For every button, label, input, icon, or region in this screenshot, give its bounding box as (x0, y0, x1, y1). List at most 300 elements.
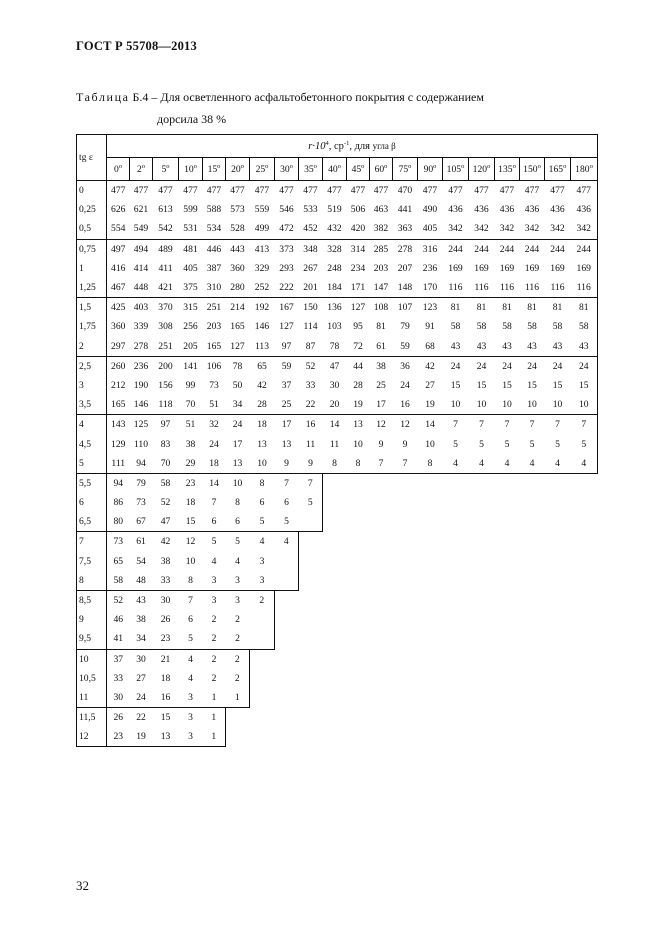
table-cell: 5 (275, 512, 299, 532)
table-cell: 30 (160, 595, 171, 607)
table-cell: 3 (179, 688, 203, 708)
tg-value: 5,5 (77, 473, 107, 493)
table-row (77, 532, 598, 552)
table-cell: 463 (373, 204, 389, 216)
table-cell: 113 (250, 337, 275, 357)
table-cell: 116 (495, 278, 520, 298)
table-cell: 42 (257, 379, 267, 391)
tg-value: 9 (77, 610, 107, 629)
table-cell: 5 (479, 438, 484, 450)
table-row (77, 473, 598, 493)
table-cell: 297 (107, 337, 130, 357)
table-cell: 170 (418, 278, 443, 298)
table-cell: 111 (107, 454, 130, 474)
table-cell: 136 (327, 302, 342, 314)
degree-mark: o (563, 162, 567, 170)
caption-text: – Для осветленного асфальтобетонного покрытия с содержанием (148, 90, 484, 104)
table-cell: 72 (347, 337, 370, 357)
table-cell: 18 (160, 672, 171, 684)
table-cell: 169 (524, 262, 540, 274)
tg-value: 0,5 (77, 219, 107, 239)
table-cell: 46 (113, 614, 124, 626)
angle-header (495, 158, 520, 181)
table-cell: 25 (275, 395, 299, 415)
table-cell: 7 (284, 477, 289, 489)
table-cell: 3 (259, 555, 265, 567)
table-cell: 167 (279, 302, 294, 314)
degree-mark: o (461, 162, 465, 170)
table-cell: 32 (209, 419, 219, 431)
table-cell: 421 (153, 278, 179, 298)
degree-mark: o (141, 162, 146, 170)
table-cell: 78 (323, 337, 347, 357)
table-cell: 559 (254, 204, 270, 216)
tg-value: 1,75 (77, 317, 107, 336)
table-caption-line2: дорсила 38 % (157, 112, 227, 126)
table-cell: 293 (279, 262, 294, 274)
table-cell: 169 (550, 262, 565, 274)
angle-value: 105 (446, 163, 462, 175)
tg-value: 8,5 (77, 590, 107, 610)
table-cell: 38 (160, 555, 171, 567)
angle-header (347, 158, 370, 181)
table-title (107, 135, 598, 158)
table-cell: 7 (370, 454, 393, 474)
table-cell: 9 (402, 438, 408, 450)
table-cell: 86 (113, 497, 124, 509)
table-row (77, 219, 598, 239)
table-cell: 38 (185, 438, 196, 450)
table-cell: 8 (323, 454, 347, 474)
tg-value: 10 (77, 649, 107, 669)
table-cell: 16 (393, 395, 418, 415)
table-cell: 5 (571, 434, 598, 453)
table-row (77, 493, 598, 512)
table-cell: 6 (259, 497, 265, 509)
table-cell: 143 (111, 419, 126, 431)
table-cell: 599 (183, 204, 198, 216)
table-cell: 30 (107, 688, 130, 708)
table-cell: 490 (422, 204, 438, 216)
table-cell: 436 (550, 204, 565, 216)
angle-value: 2 (136, 163, 142, 175)
angle-value: 60 (374, 163, 385, 175)
table-cell: 2 (226, 669, 250, 688)
table-cell: 405 (418, 219, 443, 239)
table-cell: 65 (113, 555, 124, 567)
table-cell: 24 (552, 360, 563, 372)
table-cell: 7 (211, 497, 217, 509)
table-cell: 43 (520, 337, 545, 357)
table-cell: 97 (275, 337, 299, 357)
table-cell: 65 (257, 360, 267, 372)
title-small: угла β (372, 140, 396, 151)
table-cell: 15 (179, 512, 203, 532)
table-cell: 24 (232, 419, 243, 431)
table-cell: 24 (130, 688, 153, 708)
table-cell: 14 (425, 419, 435, 431)
table-cell: 7 (479, 419, 484, 431)
table-cell: 506 (350, 204, 366, 216)
degree-mark: o (289, 162, 293, 170)
table-cell: 107 (397, 302, 413, 314)
table-cell: 12 (185, 536, 196, 548)
table-cell: 588 (206, 204, 222, 216)
table-cell: 328 (327, 243, 342, 255)
table-cell: 549 (130, 219, 153, 239)
table-cell: 1 (203, 727, 226, 747)
table-cell: 27 (425, 379, 435, 391)
table-cell: 477 (524, 185, 540, 197)
table-cell: 61 (136, 536, 146, 548)
table-cell: 169 (448, 262, 463, 274)
table-cell: 3 (179, 727, 203, 747)
table-cell: 6 (203, 512, 226, 532)
table-cell: 436 (474, 204, 489, 216)
table-cell: 42 (425, 360, 435, 372)
table-cell: 43 (469, 337, 495, 357)
tg-value: 4 (77, 415, 107, 435)
table-cell: 360 (230, 262, 245, 274)
angle-header (299, 158, 323, 181)
table-cell: 244 (550, 243, 565, 255)
angle-value: 40 (328, 163, 338, 175)
table-cell: 50 (232, 379, 243, 391)
table-cell: 477 (279, 185, 294, 197)
table-cell: 2 (211, 614, 217, 626)
table-cell: 13 (353, 419, 363, 431)
table-cell: 73 (136, 497, 146, 509)
table-cell: 375 (179, 278, 203, 298)
table-cell: 7 (453, 419, 458, 431)
table-cell: 234 (350, 262, 366, 274)
table-cell: 114 (303, 321, 318, 333)
table-cell: 47 (153, 512, 179, 532)
table-row (77, 629, 598, 649)
table-cell: 252 (250, 278, 275, 298)
tg-value: 1 (77, 259, 107, 278)
table-cell: 14 (209, 477, 219, 489)
table-row (77, 552, 598, 571)
table-cell: 411 (158, 262, 173, 274)
table-cell: 5 (235, 536, 240, 548)
table-cell: 436 (499, 204, 515, 216)
table-cell: 8 (418, 454, 443, 474)
table-cell: 5 (529, 438, 535, 450)
table-cell: 33 (153, 571, 179, 591)
angle-value: 135 (498, 163, 513, 175)
table-cell: 16 (153, 688, 179, 708)
table-cell: 494 (133, 243, 149, 255)
angle-value: 15 (207, 163, 218, 175)
table-cell: 626 (111, 204, 126, 216)
table-cell: 7 (299, 473, 323, 493)
degree-mark: o (384, 162, 388, 170)
degree-mark: o (408, 162, 412, 170)
angle-value: 5 (161, 163, 167, 175)
table-cell: 37 (281, 379, 292, 391)
table-cell: 10 (250, 454, 275, 474)
angle-header (443, 158, 469, 181)
table-cell: 94 (113, 477, 124, 489)
table-cell: 382 (370, 219, 393, 239)
table-cell: 81 (527, 302, 537, 314)
table-cell: 477 (422, 185, 438, 197)
degree-mark: o (433, 162, 437, 170)
title-end: , для (349, 140, 373, 152)
angle-value: 75 (398, 163, 409, 175)
table-cell: 6 (284, 497, 289, 509)
table-cell: 12 (400, 419, 410, 431)
table-cell: 52 (305, 360, 316, 372)
degree-mark: o (166, 162, 170, 170)
table-cell: 4 (188, 653, 193, 665)
table-cell: 441 (397, 204, 413, 216)
table-cell: 30 (136, 653, 146, 665)
table-cell: 436 (571, 200, 598, 219)
table-cell: 116 (520, 278, 545, 298)
table-cell: 58 (107, 571, 130, 591)
table-cell: 67 (130, 512, 153, 532)
table-cell: 16 (305, 419, 316, 431)
table-cell: 5 (555, 438, 560, 450)
angle-value: 35 (304, 163, 314, 175)
table-cell: 15 (552, 379, 563, 391)
table-cell: 9 (299, 454, 323, 474)
table-cell: 73 (209, 379, 219, 391)
tg-value: 2,5 (77, 356, 107, 376)
table-cell: 79 (136, 477, 146, 489)
tg-value: 11,5 (77, 708, 107, 728)
table-cell: 80 (107, 512, 130, 532)
angle-header (275, 158, 299, 181)
table-cell: 10 (545, 395, 571, 415)
table-cell: 546 (279, 204, 294, 216)
table-cell: 18 (203, 454, 226, 474)
table-cell: 15 (502, 379, 512, 391)
table-cell: 519 (327, 204, 342, 216)
angle-header (226, 158, 250, 181)
table-cell: 342 (571, 219, 598, 239)
table-cell: 37 (113, 653, 124, 665)
table-cell: 20 (323, 395, 347, 415)
table-cell: 108 (373, 302, 389, 314)
table-cell: 214 (230, 302, 245, 314)
table-row (77, 298, 598, 318)
table-cell: 95 (353, 321, 363, 333)
table-cell: 12 (376, 419, 386, 431)
table-cell: 477 (133, 185, 149, 197)
table-cell: 5 (504, 438, 510, 450)
table-cell: 19 (418, 395, 443, 415)
table-cell: 78 (232, 360, 243, 372)
angle-header (203, 158, 226, 181)
table-cell: 477 (111, 185, 126, 197)
table-cell: 4 (520, 454, 545, 474)
table-cell: 83 (160, 438, 171, 450)
table-cell: 7 (571, 415, 598, 435)
table-cell: 497 (111, 243, 126, 255)
degree-mark: o (193, 162, 197, 170)
table-cell: 150 (303, 302, 318, 314)
table-cell: 534 (203, 219, 226, 239)
table-cell: 489 (158, 243, 173, 255)
degree-mark: o (487, 162, 491, 170)
table-cell: 43 (443, 337, 469, 357)
table-cell: 528 (226, 219, 250, 239)
table-cell: 339 (133, 321, 149, 333)
angle-value: 45 (351, 163, 362, 175)
degree-mark: o (118, 162, 123, 170)
table-cell: 5 (299, 493, 323, 512)
angle-header (393, 158, 418, 181)
table-cell: 190 (133, 379, 149, 391)
table-cell: 477 (474, 185, 489, 197)
table-cell: 169 (499, 262, 515, 274)
table-cell: 2 (211, 653, 217, 665)
table-cell: 127 (350, 302, 366, 314)
table-row (77, 727, 598, 747)
table-cell: 25 (376, 379, 386, 391)
table-cell: 10 (495, 395, 520, 415)
table-cell: 106 (206, 360, 222, 372)
table-cell: 11 (329, 438, 340, 450)
table-cell: 184 (323, 278, 347, 298)
table-cell: 4 (211, 555, 217, 567)
table-cell: 125 (133, 419, 149, 431)
table-cell: 448 (130, 278, 153, 298)
table-cell: 81 (450, 302, 461, 314)
table-cell: 236 (422, 262, 438, 274)
table-cell: 79 (400, 321, 410, 333)
table-cell: 310 (203, 278, 226, 298)
table-cell: 316 (422, 243, 438, 255)
table-cell: 363 (393, 219, 418, 239)
table-cell: 470 (397, 185, 413, 197)
table-cell: 48 (130, 571, 153, 591)
table-cell: 5 (211, 536, 217, 548)
table-cell: 192 (254, 302, 270, 314)
table-cell: 165 (230, 321, 245, 333)
title-mid: , ср (328, 140, 344, 152)
table-cell: 4 (469, 454, 495, 474)
table-cell: 123 (422, 302, 438, 314)
table-cell: 414 (133, 262, 149, 274)
table-cell: 15 (571, 376, 598, 395)
table-cell: 15 (450, 379, 461, 391)
table-cell: 452 (299, 219, 323, 239)
table-cell: 4 (235, 555, 240, 567)
table-cell: 116 (443, 278, 469, 298)
table-cell: 4 (275, 532, 299, 552)
table-cell: 8 (235, 497, 240, 509)
table-cell: 103 (327, 321, 342, 333)
angle-value: 180 (575, 163, 590, 175)
table-cell: 4 (545, 454, 571, 474)
table-cell: 14 (329, 419, 340, 431)
table-cell: 8 (347, 454, 370, 474)
angle-value: 165 (548, 163, 564, 175)
table-cell: 19 (347, 395, 370, 415)
table-cell: 165 (107, 395, 130, 415)
table-row (77, 239, 598, 259)
table-cell: 6 (226, 512, 250, 532)
table-cell: 533 (303, 204, 318, 216)
table-cell: 413 (254, 243, 270, 255)
table-cell: 2 (211, 672, 217, 684)
table-cell: 147 (370, 278, 393, 298)
table-cell: 23 (153, 629, 179, 649)
degree-mark: o (240, 162, 244, 170)
table-row (77, 337, 598, 357)
table-cell: 118 (153, 395, 179, 415)
table-cell: 542 (153, 219, 179, 239)
table-cell: 5 (250, 512, 275, 532)
tg-value: 6,5 (77, 512, 107, 532)
table-cell: 30 (329, 379, 340, 391)
tg-value: 0,25 (77, 200, 107, 219)
table-cell: 370 (158, 302, 173, 314)
table-cell: 58 (502, 321, 512, 333)
table-cell: 13 (226, 454, 250, 474)
tg-value: 3 (77, 376, 107, 395)
table-row (77, 376, 598, 395)
tg-header: tg ε (77, 135, 107, 181)
table-cell: 251 (153, 337, 179, 357)
table-cell: 3 (203, 571, 226, 591)
table-cell: 11 (305, 438, 316, 450)
table-cell: 3 (250, 571, 275, 591)
table-cell: 26 (113, 712, 124, 724)
table-cell: 44 (353, 360, 363, 372)
table-cell: 169 (571, 259, 598, 278)
table-cell: 2 (226, 649, 250, 669)
table-cell: 81 (502, 302, 512, 314)
table-cell: 43 (495, 337, 520, 357)
degree-mark: o (265, 162, 269, 170)
tg-value: 7,5 (77, 552, 107, 571)
table-cell: 10 (520, 395, 545, 415)
data-table (76, 134, 598, 747)
angle-header (323, 158, 347, 181)
table-cell: 58 (571, 317, 598, 336)
table-cell: 236 (133, 360, 149, 372)
degree-mark: o (313, 162, 317, 170)
table-row (77, 278, 598, 298)
table-cell: 81 (376, 321, 386, 333)
table-cell: 141 (183, 360, 198, 372)
table-cell: 477 (499, 185, 515, 197)
table-cell: 70 (153, 454, 179, 474)
table-cell: 315 (183, 302, 198, 314)
table-cell: 41 (107, 629, 130, 649)
angle-value: 10 (184, 163, 194, 175)
table-cell: 373 (279, 243, 294, 255)
table-cell: 256 (183, 321, 198, 333)
table-row (77, 259, 598, 278)
table-cell: 51 (185, 419, 196, 431)
angle-header (520, 158, 545, 181)
table-cell: 169 (474, 262, 489, 274)
angle-header (418, 158, 443, 181)
table-cell: 554 (107, 219, 130, 239)
table-cell: 573 (230, 204, 245, 216)
table-cell: 472 (275, 219, 299, 239)
document-header: ГОСТ Р 55708—2013 (76, 39, 197, 53)
table-cell: 17 (370, 395, 393, 415)
table-cell: 477 (373, 185, 389, 197)
table-cell: 10 (443, 395, 469, 415)
